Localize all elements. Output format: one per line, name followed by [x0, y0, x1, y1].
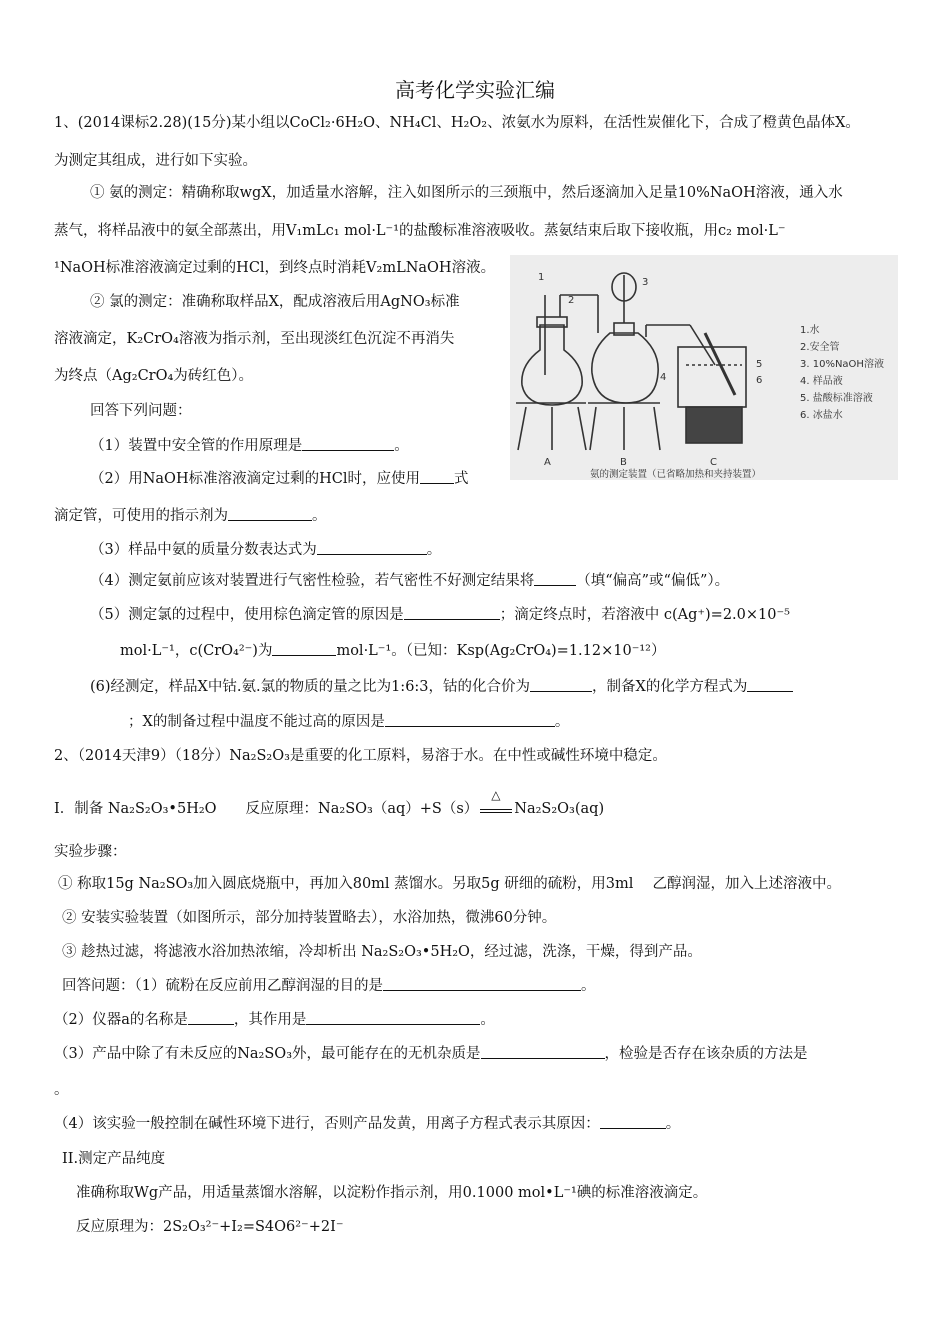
q1-question-4: [90, 571, 729, 591]
answer-blank[interactable]: [272, 641, 336, 656]
q1-line-4: 蒸气，将样品液中的氨全部蒸出，用V₁mLc₁ mol·L⁻¹的盐酸标准溶液吸收。蒸氨结束后取下接收瓶，用c₂ mol·L⁻: [54, 223, 786, 239]
q1-line-7: 溶液滴定，K₂CrO₄溶液为指示剂，至出现淡红色沉淀不再消失: [54, 331, 455, 347]
figure-label-3: 3: [642, 277, 649, 288]
answer-blank[interactable]: [534, 571, 576, 586]
q1-question-6-text: (6)经测定，样品X中钴.氨.氯的物质的量之比为1:6:3，钴的化合价为: [90, 679, 531, 695]
q2-question-1-end: 。: [580, 978, 596, 994]
answer-blank[interactable]: [188, 1010, 234, 1025]
q2-question-3-cont: 。: [54, 1082, 69, 1098]
q2-question-4-end: 。: [665, 1116, 681, 1132]
q2-question-2: [54, 1010, 495, 1030]
q2-question-1-text: 回答问题：（1）硫粉在反应前用乙醇润湿的目的是: [62, 978, 383, 994]
answer-blank[interactable]: [747, 677, 793, 692]
delta-symbol: △: [491, 788, 501, 802]
q1-question-5-end: ；滴定终点时，若溶液中 c(Ag⁺)=2.0×10⁻⁵: [499, 607, 790, 623]
q1-question-5-text: （5）测定氯的过程中，使用棕色滴定管的原因是: [90, 607, 404, 623]
q2-question-2-end: 。: [480, 1012, 495, 1028]
figure-label-4: 4: [660, 372, 667, 383]
q1-question-2-text: （2）用NaOH标准溶液滴定过剩的HCl时，应使用: [90, 471, 420, 487]
answer-blank[interactable]: [228, 506, 312, 521]
q2-question-2-mid: ，其作用是: [233, 1012, 307, 1028]
q2-step-3: ③ 趁热过滤，将滤液水浴加热浓缩，冷却析出 Na₂S₂O₃•5H₂O，经过滤，洗涤，干燥，得到产品。: [62, 944, 702, 960]
q1-question-5-cont-end: mol·L⁻¹。（已知：Ksp(Ag₂CrO₄)=1.12×10⁻¹²）: [336, 643, 666, 659]
q2-step-2: ② 安装实验装置（如图所示，部分加持装置略去），水浴加热，微沸60分钟。: [62, 910, 557, 926]
q1-line-9: 回答下列问题：: [90, 403, 192, 419]
apparatus-c-label: C: [710, 457, 717, 468]
ammonia-apparatus-figure: [510, 255, 898, 480]
q1-question-2-end: 式: [453, 471, 469, 487]
q2-line-12: II.测定产品纯度: [62, 1151, 166, 1167]
q2-line-13: 准确称取Wg产品，用适量蒸馏水溶解，以淀粉作指示剂，用0.1000 mol•L⁻¹碘的标准溶液滴定。: [76, 1185, 708, 1201]
q1-question-1: [90, 436, 409, 456]
q2-step-1: ① 称取15g Na₂SO₃加入圆底烧瓶中，再加入80ml 蒸馏水。另取5g 研细的硫粉，用3ml 乙醇润湿，加入上述溶液中。: [58, 876, 842, 892]
figure-label-1: 1: [538, 272, 545, 283]
legend-item: 1.水: [800, 325, 820, 336]
q1-line-3: ① 氨的测定：精确称取wgX，加适量水溶解，注入如图所示的三颈瓶中，然后逐滴加入足量10%NaOH溶液，通入水: [90, 185, 843, 201]
q2-question-3-end: ，检验是否存在该杂质的方法是: [604, 1046, 808, 1062]
q1-question-3-text: （3）样品中氨的质量分数表达式为: [90, 542, 317, 558]
q1-question-5: [90, 605, 790, 625]
apparatus-b-label: B: [620, 457, 627, 468]
q2-reaction-product: Na₂S₂O₃(aq): [514, 801, 605, 817]
q1-question-3-end: 。: [426, 542, 442, 558]
q1-question-6-mid: ，制备X的化学方程式为: [592, 679, 748, 695]
answer-blank[interactable]: [481, 1044, 605, 1059]
q2-question-3-text: （3）产品中除了有未反应的Na₂SO₃外，最可能存在的无机杂质是: [54, 1046, 481, 1062]
q1-question-6-cont: [128, 712, 569, 732]
q1-question-5-cont: [120, 641, 666, 661]
legend-item: 6. 冰盐水: [800, 410, 843, 421]
page-title: 高考化学实验汇编: [395, 78, 555, 102]
figure-label-5: 5: [756, 359, 763, 370]
q1-line-2: 为测定其组成，进行如下实验。: [54, 153, 257, 169]
legend-item: 3. 10%NaOH溶液: [800, 359, 884, 370]
legend-item: 4. 样品液: [800, 376, 843, 387]
apparatus-a-label: A: [544, 457, 551, 468]
q1-question-5-cont-text: mol·L⁻¹，c(CrO₄²⁻)为: [120, 643, 273, 659]
heat-arrow: [478, 788, 514, 819]
legend-item: 2.安全管: [800, 342, 840, 353]
figure-label-6: 6: [756, 375, 763, 386]
answer-blank[interactable]: [302, 436, 394, 451]
q1-question-6-cont-text: ；X的制备过程中温度不能过高的原因是: [128, 714, 385, 730]
q1-question-2-cont-end: 。: [312, 508, 327, 524]
q1-question-6: [90, 677, 793, 697]
answer-blank[interactable]: [383, 976, 581, 991]
q2-question-4: [54, 1114, 680, 1134]
q2-question-4-text: （4）该实验一般控制在碱性环境下进行，否则产品发黄，用离子方程式表示其原因：: [54, 1116, 600, 1132]
answer-blank[interactable]: [306, 1010, 480, 1025]
q1-question-2-cont: [54, 506, 327, 526]
legend-item: 5. 盐酸标准溶液: [800, 393, 873, 404]
apparatus-drawing: [510, 255, 898, 480]
q1-question-6-cont-end: 。: [554, 714, 570, 730]
q1-line-5: ¹NaOH标准溶液滴定过剩的HCl，到终点时消耗V₂mLNaOH溶液。: [54, 260, 496, 276]
answer-blank[interactable]: [404, 605, 500, 620]
equals-bar: [480, 809, 512, 813]
q1-question-1-end: 。: [394, 438, 409, 454]
q2-reaction-line: [54, 788, 605, 819]
q1-line-6: ② 氯的测定：准确称取样品X，配成溶液后用AgNO₃标准: [90, 294, 460, 310]
figure-caption: 氨的测定装置（已省略加热和夹持装置）: [590, 469, 762, 480]
q2-reaction-text: I．制备 Na₂S₂O₃•5H₂O 反应原理：Na₂SO₃（aq）+S（s）: [54, 801, 479, 817]
q1-question-3: [90, 540, 441, 560]
q1-line-1: 1、(2014课标2.28)(15分)某小组以CoCl₂·6H₂O、NH₄Cl、H₂O₂、浓氨水为原料，在活性炭催化下，合成了橙黄色晶体X。: [54, 115, 860, 131]
answer-blank[interactable]: [530, 677, 592, 692]
q1-question-2-cont-text: 滴定管，可使用的指示剂为: [54, 508, 228, 524]
answer-blank[interactable]: [600, 1114, 666, 1129]
figure-label-2: 2: [568, 295, 575, 306]
q1-line-8: 为终点（Ag₂CrO₄为砖红色）。: [54, 368, 254, 384]
q2-question-3: [54, 1044, 808, 1064]
q2-question-2-text: （2）仪器a的名称是: [54, 1012, 188, 1028]
q2-line-1: 2、（2014天津9）（18分）Na₂S₂O₃是重要的化工原料，易溶于水。在中性或碱性环境中稳定。: [54, 748, 667, 764]
q1-question-4-end: （填“偏高”或“偏低”）。: [576, 573, 730, 589]
q2-line-3: 实验步骤：: [54, 844, 127, 860]
answer-blank[interactable]: [420, 469, 454, 484]
q1-question-1-text: （1）装置中安全管的作用原理是: [90, 438, 303, 454]
q2-question-1: [62, 976, 595, 996]
answer-blank[interactable]: [317, 540, 427, 555]
answer-blank[interactable]: [385, 712, 555, 727]
q2-line-14: 反应原理为：2S₂O₃²⁻+I₂=S4O6²⁻+2I⁻: [76, 1219, 344, 1235]
q1-question-2: [90, 469, 468, 489]
q1-question-4-text: （4）测定氨前应该对装置进行气密性检验，若气密性不好测定结果将: [90, 573, 535, 589]
